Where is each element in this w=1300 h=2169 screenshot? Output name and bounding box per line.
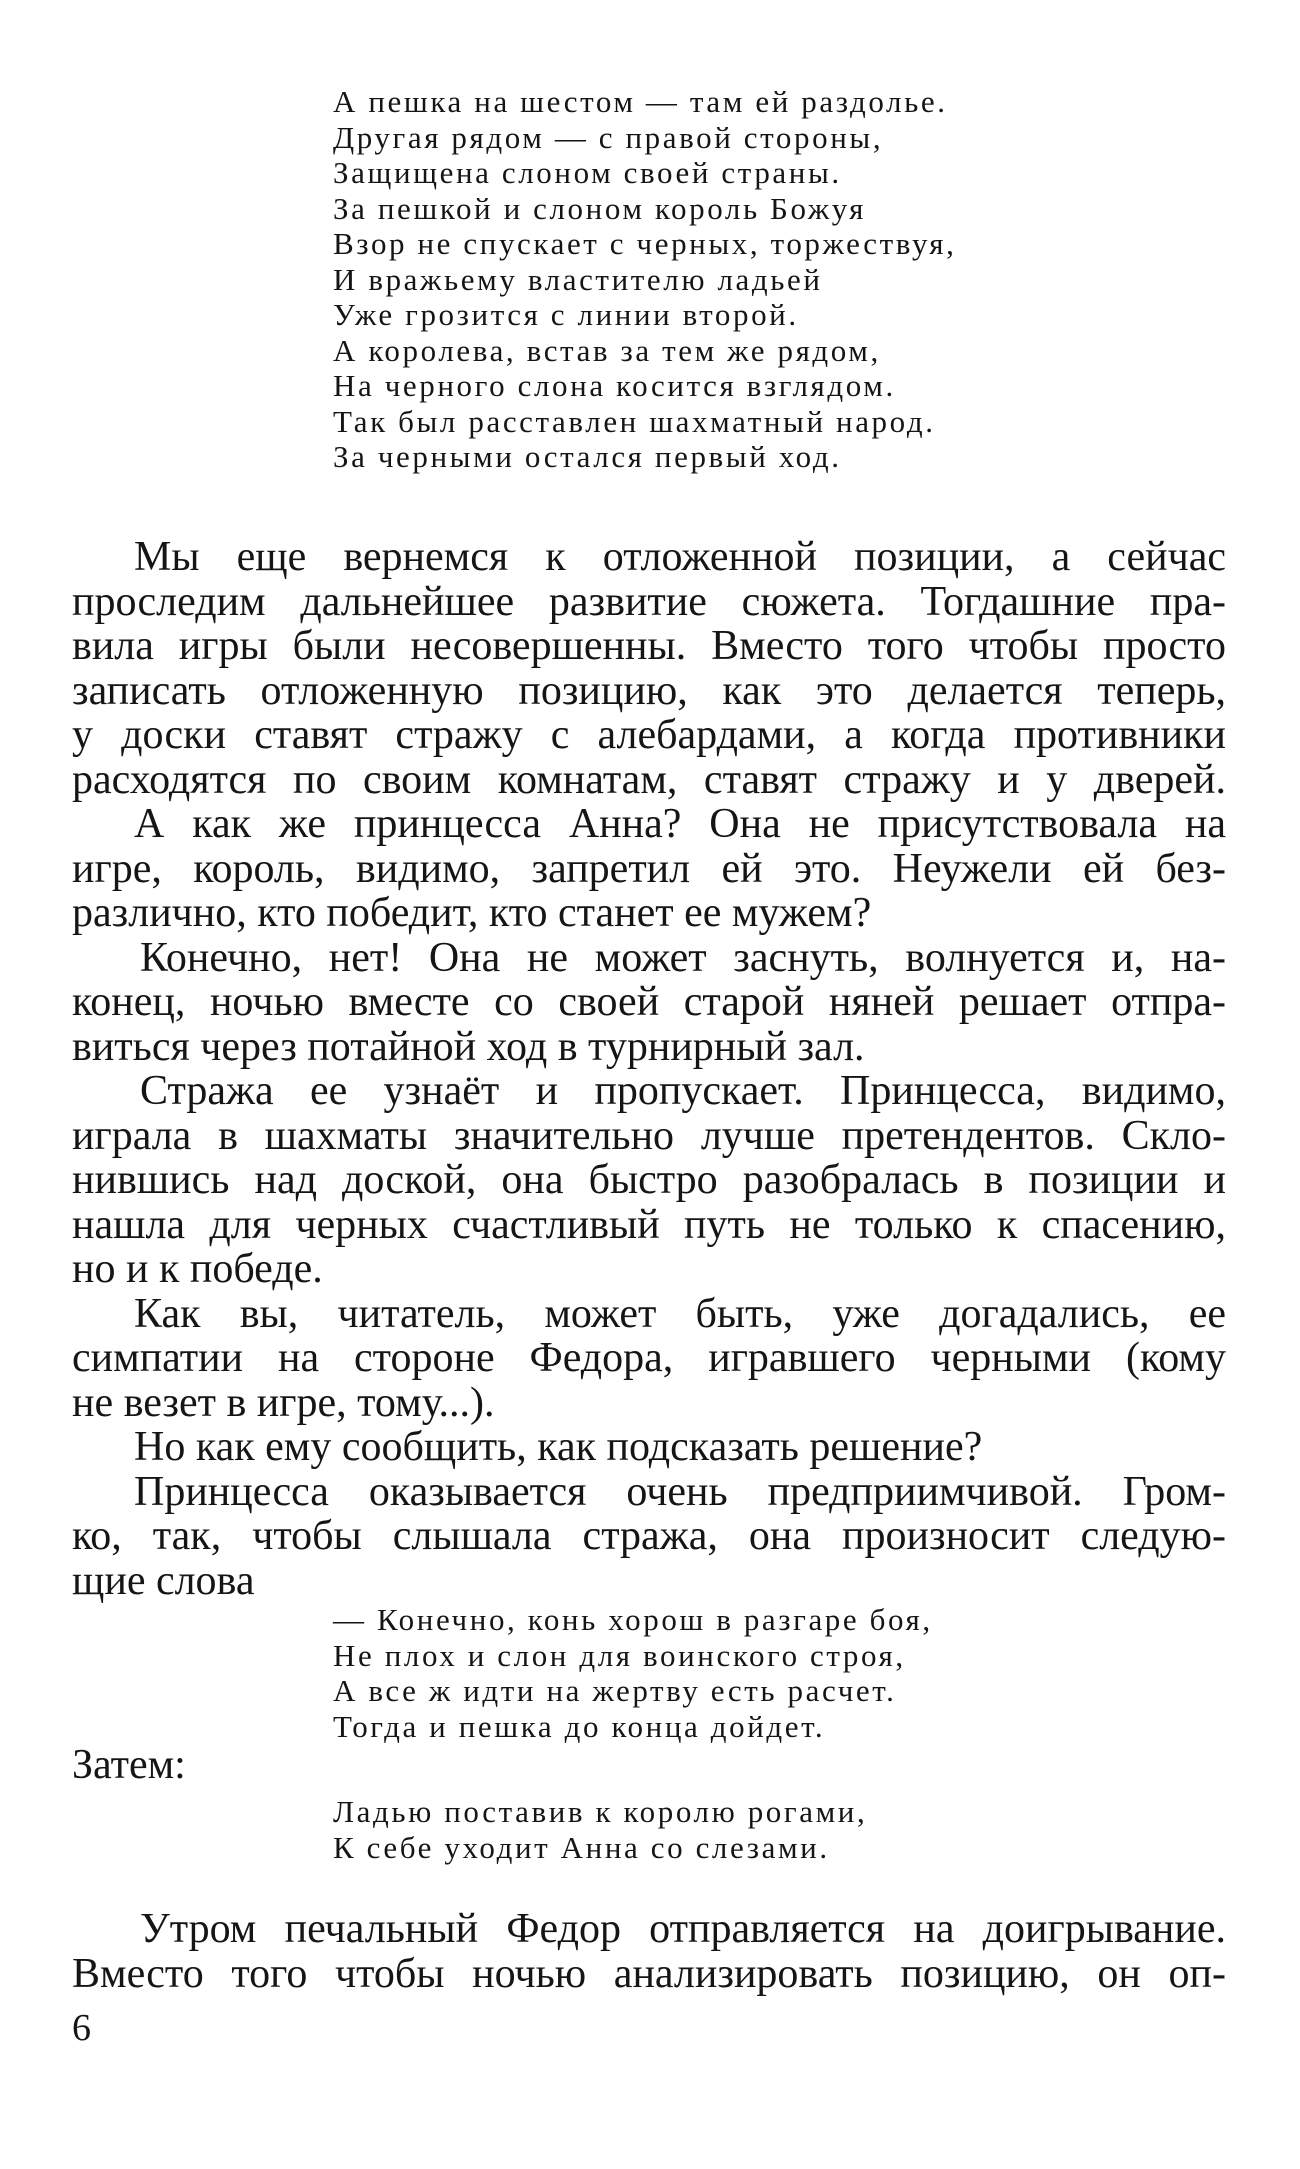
prose-line: вила игры были несовершенны. Вместо того чтобы просто [72,623,1226,669]
poem-line: За пешкой и слоном король Божуя [333,190,866,226]
princess-verse [333,1602,933,1744]
prose-line: Утром печальный Федор отправляется на доигрывание. [140,1906,1226,1952]
prose-line: не везет в игре, тому...). [72,1379,495,1426]
poem-line: А все ж идти на жертву есть расчет. [333,1673,897,1708]
prose-line: Мы еще вернемся к отложенной позиции, а сейчас [134,534,1226,580]
poem-line: Другая рядом — с правой стороны, [333,119,884,155]
poem-line: А пешка на шестом — там ей раздолье. [333,84,948,119]
prose-line: различно, кто победит, кто станет ее мужем? [72,890,872,936]
prose-line: Как вы, читатель, может быть, уже догадались, ее [134,1290,1226,1337]
prose-line: виться через потайной ход в турнирный зал. [72,1023,865,1070]
prose-line: ко, так, чтобы слышала стража, она произносит следую- [72,1513,1226,1559]
poem-line: На черного слона косится взглядом. [333,368,896,403]
prose-line: проследим дальнейшее развитие сюжета. Тогдашние пра- [72,578,1226,625]
prose-line: нившись над доской, она быстро разобралась в позиции и [72,1157,1226,1203]
poem-line: За черными остался первый ход. [333,439,842,474]
prose-line: щие слова [72,1557,255,1604]
poem-line: Так был расставлен шахматный народ. [333,403,936,439]
main-prose [72,535,1226,1603]
prose-line: конец, ночью вместе со своей старой няней решает отпра- [72,979,1226,1025]
prose-line: Но как ему сообщить, как подсказать решение? [134,1424,983,1470]
poem-line: Защищена слоном своей страны. [333,155,842,190]
poem-line: Не плох и слон для воинского строя, [333,1637,906,1673]
prose-line: Конечно, нет! Она не может заснуть, волнуется и, на- [140,934,1226,981]
prose-line: игре, король, видимо, запретил ей это. Неужели ей без- [72,845,1226,892]
poem-line: — Конечно, конь хорош в разгаре боя, [333,1602,933,1637]
poem-line: И вражьему властителю ладьей [333,261,823,297]
prose-line: но и к победе. [72,1246,323,1292]
then-label: Затем: [72,1742,186,1788]
poem-line: К себе уходит Анна со слезами. [333,1829,830,1865]
prose-line: симпатии на стороне Федора, игравшего черными (кому [72,1335,1226,1381]
closing-verse [333,1794,867,1865]
opening-poem [333,84,956,475]
prose-line: расходятся по своим комнатам, ставят стражу и у дверей. [72,756,1226,803]
prose-line: у доски ставят стражу с алебардами, а когда противники [72,712,1226,758]
poem-line: А королева, встав за тем же рядом, [333,332,881,368]
poem-line: Ладью поставив к королю рогами, [333,1794,868,1829]
continuation-prose [72,1907,1226,1996]
prose-line: Вместо того чтобы ночью анализировать позицию, он оп- [72,1950,1226,1997]
poem-line: Взор не спускает с черных, торжествуя, [333,226,957,261]
prose-line: Стража ее узнаёт и пропускает. Принцесса, видимо, [140,1068,1226,1114]
prose-line: нашла для черных счастливый путь не только к спасению, [72,1201,1226,1248]
prose-line: А как же принцесса Анна? Она не присутствовала на [134,801,1226,847]
prose-line: играла в шахматы значительно лучше претендентов. Скло- [72,1112,1226,1159]
prose-line: записать отложенную позицию, как это делается теперь, [72,667,1226,714]
page-number: 6 [72,2007,91,2049]
prose-line: Принцесса оказывается очень предприимчивой. Гром- [134,1468,1226,1515]
poem-line: Тогда и пешка до конца дойдет. [333,1708,826,1744]
poem-line: Уже грозится с линии второй. [333,297,799,332]
